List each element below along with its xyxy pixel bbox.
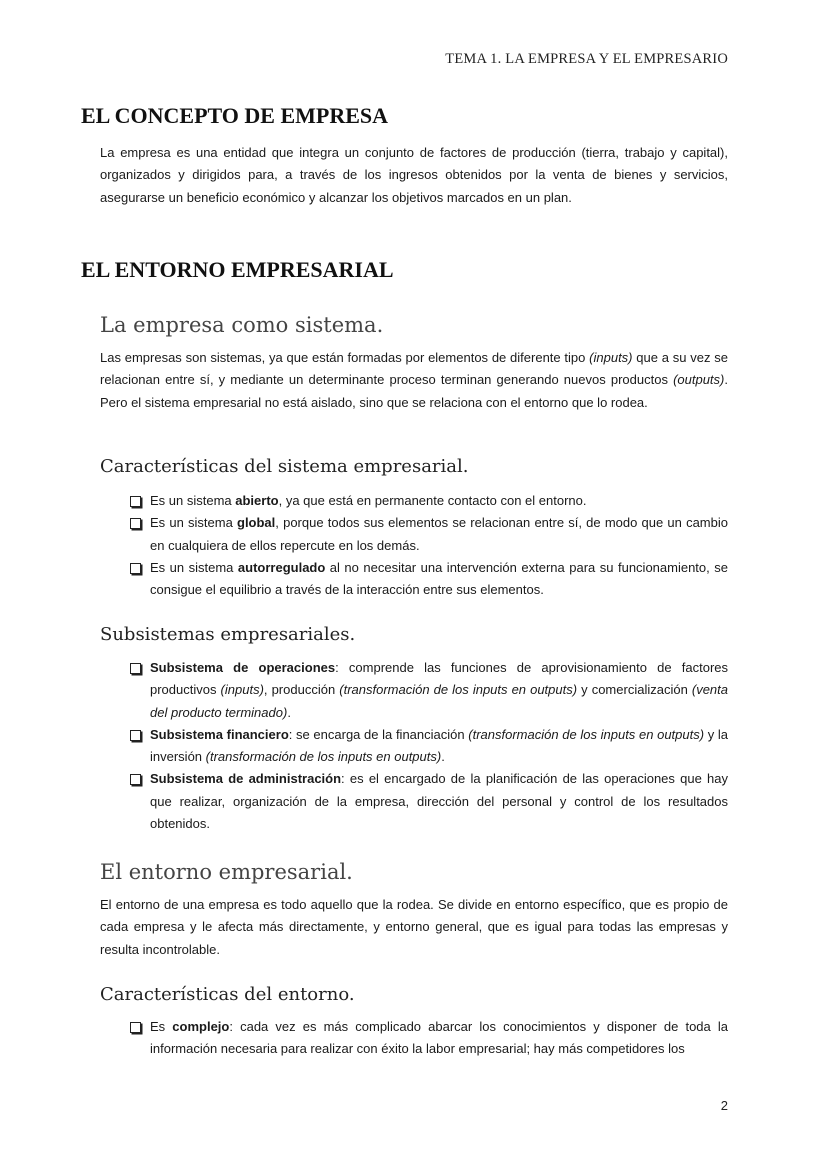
list-subsistemas	[128, 657, 728, 835]
checkbox-bullet-icon	[130, 518, 141, 529]
checkbox-bullet-icon	[130, 563, 141, 574]
checkbox-bullet-icon	[130, 663, 141, 674]
paragraph-entorno: El entorno de una empresa es todo aquello que la rodea. Se divide en entorno específico, que es propio de cada empresa y le afecta más directamente, y entorno general, que es igual para todas las empresas y resulta incontrolable.	[100, 897, 728, 957]
section-title-entorno-empresarial: EL ENTORNO EMPRESARIAL	[81, 257, 394, 282]
list-item: Es un sistema abierto, ya que está en permanente contacto con el entorno.	[128, 490, 728, 512]
subsection-title-caracteristicas-sistema: Características del sistema empresarial.	[100, 456, 469, 477]
list-caracteristicas-sistema	[128, 490, 728, 601]
list-item: Subsistema financiero: se encarga de la financiación (transformación de los inputs en outputs) y la inversión (transformación de los inputs en outputs).	[128, 724, 728, 769]
list-caracteristicas-entorno	[128, 1016, 728, 1061]
subsection-title-subsistemas: Subsistemas empresariales.	[100, 624, 356, 645]
checkbox-bullet-icon	[130, 496, 141, 507]
paragraph-concepto: La empresa es una entidad que integra un conjunto de factores de producción (tierra, trabajo y capital), organizados y dirigidos para, a través de los ingresos obtenidos por la venta de bienes y servicios, asegurarse un beneficio económico y alcanzar los objetivos marcados en un plan.	[100, 145, 728, 205]
page-number: 2	[720, 1098, 728, 1113]
checkbox-bullet-icon	[130, 1022, 141, 1033]
checkbox-bullet-icon	[130, 730, 141, 741]
list-item: Es un sistema global, porque todos sus elementos se relacionan entre sí, de modo que un cambio en cualquiera de ellos repercute en los demás.	[128, 512, 728, 557]
list-item: Es complejo: cada vez es más complicado abarcar los conocimientos y disponer de toda la información necesaria para realizar con éxito la labor empresarial; hay más competidores los	[128, 1016, 728, 1061]
list-item: Subsistema de operaciones: comprende las funciones de aprovisionamiento de factores productivos (inputs), producción (transformación de los inputs en outputs) y comercialización (venta del producto terminado).	[128, 657, 728, 724]
running-header: TEMA 1. LA EMPRESA Y EL EMPRESARIO	[445, 51, 728, 67]
list-item: Es un sistema autorregulado al no necesitar una intervención externa para su funcionamiento, se consigue el equilibrio a través de la interacción entre sus elementos.	[128, 557, 728, 602]
subsection-title-caracteristicas-entorno: Características del entorno.	[100, 984, 355, 1005]
list-item: Subsistema de administración: es el encargado de la planificación de las operaciones que hay que realizar, organización de la empresa, dirección del personal y control de los resultados obtenidos.	[128, 768, 728, 835]
subsection-title-entorno: El entorno empresarial.	[100, 860, 353, 884]
paragraph-sistema: Las empresas son sistemas, ya que están formadas por elementos de diferente tipo (inputs) que a su vez se relacionan entre sí, y mediante un determinante proceso terminan generando nuevos productos (outputs). Pero el sistema empresarial no está aislado, sino que se relaciona con el entorno que lo rodea.	[100, 350, 728, 410]
checkbox-bullet-icon	[130, 774, 141, 785]
section-title-concepto: EL CONCEPTO DE EMPRESA	[81, 103, 389, 128]
subsection-title-sistema: La empresa como sistema.	[100, 313, 384, 337]
